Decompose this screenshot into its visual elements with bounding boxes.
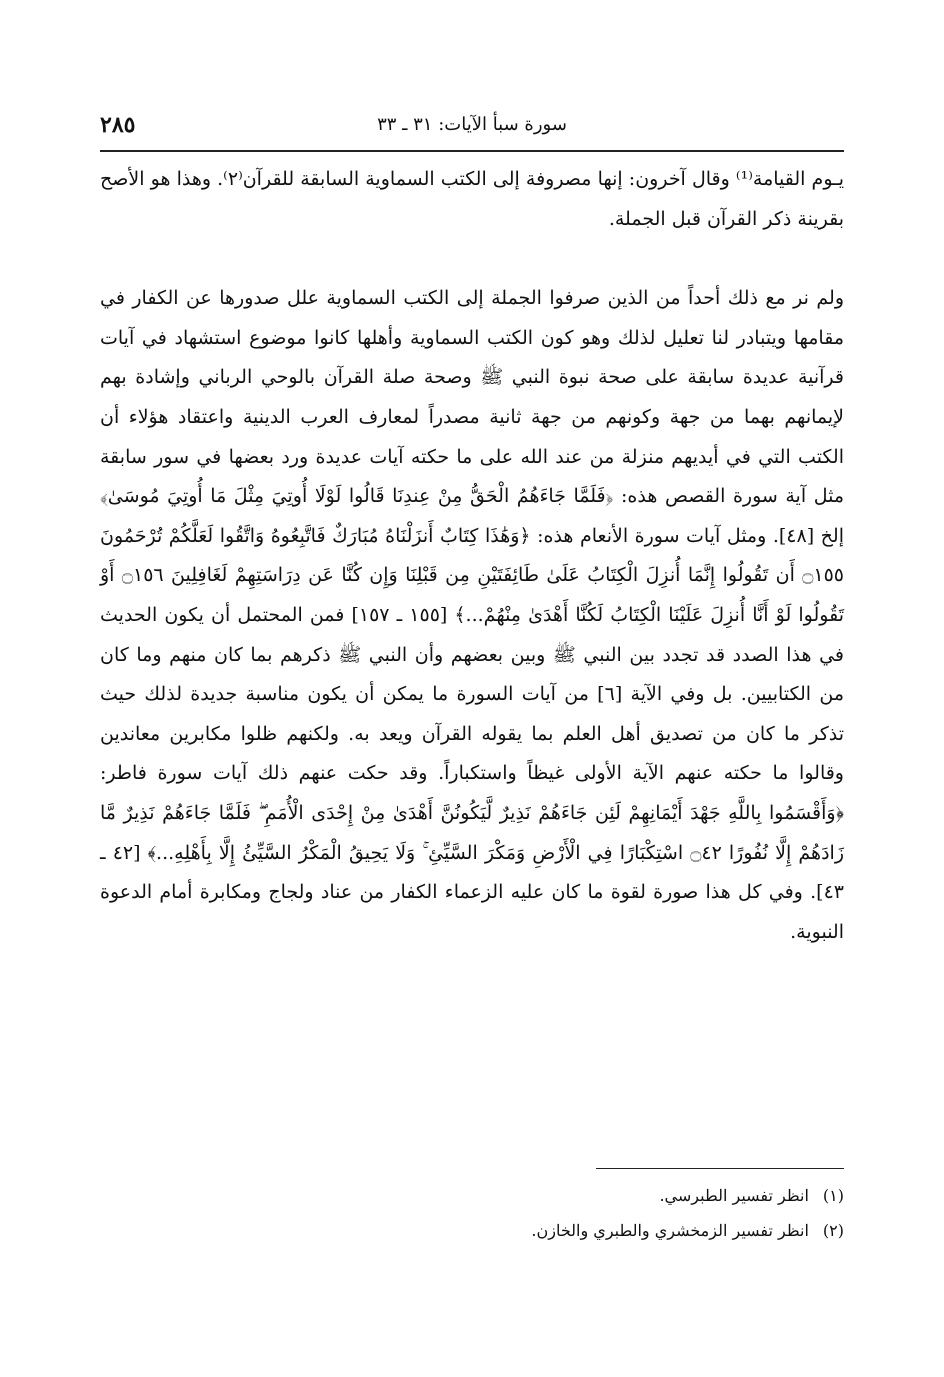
footnote-number: (١)	[822, 1186, 844, 1205]
body-text	[100, 160, 844, 952]
page-header	[100, 112, 844, 146]
header-rule	[100, 150, 844, 152]
footnote-2	[100, 1213, 844, 1248]
paragraph-1: يـوم القيامة⁽¹⁾ وقال آخرون: إنها مصروفة إلى الكتب السماوية السابقة للقرآن⁽٢⁾. وهذا هو الأصح بقرينة ذكر القرآن قبل الجملة.	[100, 168, 844, 230]
footnote-number: (٢)	[822, 1221, 844, 1240]
footnote-1	[100, 1178, 844, 1213]
footnote-text: انظر تفسير الزمخشري والطبري والخازن.	[531, 1221, 809, 1240]
paragraph-2: ولم نر مع ذلك أحداً من الذين صرفوا الجملة إلى الكتب السماوية علل صدورها عن الكفار في مقامها ويتبادر لنا تعليل لذلك وهو كون الكتب السماوية وأهلها كانوا موضوع استشهاد في آيات قرآنية عديدة سابقة على صحة نبوة النبي ﷺ وصحة صلة القرآن بالوحي الرباني وإشادة بهم لإيمانهم بهما من جهة وكونهم من جهة ثانية مصدراً لمعارف العرب الدينية واعتقاد هؤلاء أن الكتب التي في أيديهم منزلة من عند الله على ما حكته آيات عديدة ورد بعضها في سور سابقة مثل آية سورة القصص هذه: ﴿فَلَمَّا جَاءَهُمُ الْحَقُّ مِنْ عِندِنَا قَالُوا لَوْلَا أُوتِيَ مِثْلَ مَا أُوتِيَ مُوسَىٰ﴾ إلخ [٤٨]. ومثل آيات سورة الأنعام هذه: ﴿وَهَٰذَا كِتَابٌ أَنزَلْنَاهُ مُبَارَكٌ فَاتَّبِعُوهُ وَاتَّقُوا لَعَلَّكُمْ تُرْحَمُونَ ۝١٥٥ أَن تَقُولُوا إِنَّمَا أُنزِلَ الْكِتَابُ عَلَىٰ طَائِفَتَيْنِ مِن قَبْلِنَا وَإِن كُنَّا عَن دِرَاسَتِهِمْ لَغَافِلِينَ ۝١٥٦ أَوْ تَقُولُوا لَوْ أَنَّا أُنزِلَ عَلَيْنَا الْكِتَابُ لَكُنَّا أَهْدَىٰ مِنْهُمْ...﴾ [١٥٥ ـ ١٥٧] فمن المحتمل أن يكون الحديث في هذا الصدد قد تجدد بين النبي ﷺ وبين بعضهم وأن النبي ﷺ ذكرهم بما كان منهم وما كان من الكتابيين. بل وفي الآية [٦] من آيات السورة ما يمكن أن يكون مناسبة جديدة لذلك حيث تذكر ما كان من تصديق أهل العلم بما يقوله القرآن ويعد به. ولكنهم ظلوا مكابرين معاندين وقالوا ما حكته عنهم الآية الأولى غيظاً واستكباراً. وقد حكت عنهم ذلك آيات سورة فاطر: ﴿وَأَقْسَمُوا بِاللَّهِ جَهْدَ أَيْمَانِهِمْ لَئِن جَاءَهُمْ نَذِيرٌ لَّيَكُونُنَّ أَهْدَىٰ مِنْ إِحْدَى الْأُمَمِ ۖ فَلَمَّا جَاءَهُمْ نَذِيرٌ مَّا زَادَهُمْ إِلَّا نُفُورًا ۝٤٢ اسْتِكْبَارًا فِي الْأَرْضِ وَمَكْرَ السَّيِّئِ ۚ وَلَا يَحِيقُ الْمَكْرُ السَّيِّئُ إِلَّا بِأَهْلِهِ...﴾ [٤٢ ـ ٤٣]. وفي كل هذا صورة لقوة ما كان عليه الزعماء الكفار من عناد ولجاج ومكابرة أمام الدعوة النبوية.	[100, 287, 845, 943]
footnotes	[100, 1178, 844, 1248]
footnote-text: انظر تفسير الطبرسي.	[659, 1186, 809, 1205]
page-number: ٢٨٥	[100, 112, 136, 138]
footnote-rule	[596, 1168, 844, 1169]
running-title: سورة سبأ الآيات: ٣١ ـ ٣٣	[377, 114, 567, 135]
